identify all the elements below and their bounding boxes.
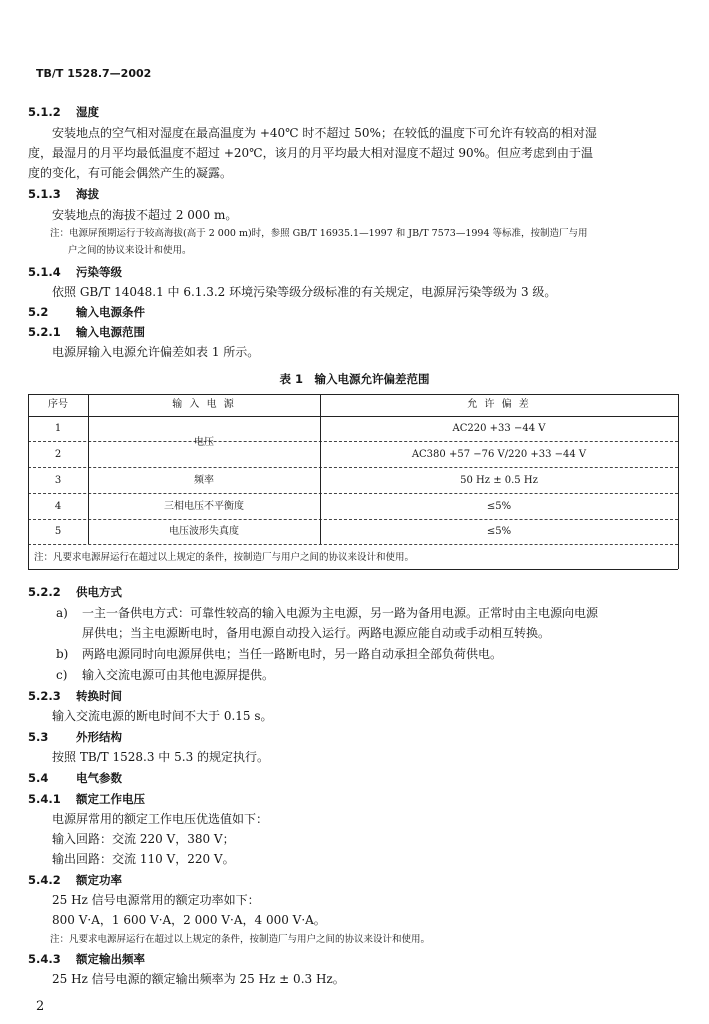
paragraph-line: 800 V·A，1 600 V·A，2 000 V·A，4 000 V·A。 — [52, 913, 326, 927]
table-cell: 1 — [54, 423, 62, 434]
section-number: 5.4.3 — [28, 952, 61, 966]
section-title: 额定工作电压 — [76, 792, 145, 806]
paragraph-line: 输入回路：交流 220 V，380 V； — [52, 832, 235, 846]
list-item-line: 两路电源同时向电源屏供电；当任一路断电时，另一路自动承担全部负荷供电。 — [82, 647, 503, 661]
section-number: 5.1.4 — [28, 265, 61, 279]
list-item-line: 输入交流电源可由其他电源屏提供。 — [82, 668, 275, 682]
list-label: b) — [56, 647, 69, 661]
paragraph-line: 度的变化，有可能会偶然产生的凝露。 — [28, 166, 233, 180]
paragraph-line: 度，最湿月的月平均最低温度不超过 +20℃，该月的月平均最大相对湿度不超过 90%。但应考虑到由于温 — [28, 146, 594, 160]
page-number: 2 — [36, 999, 45, 1014]
table-rule — [678, 394, 679, 569]
section-number: 5.2 — [28, 305, 49, 319]
paragraph-line: 输出回路：交流 110 V，220 V。 — [52, 852, 235, 866]
section-title: 海拔 — [76, 187, 99, 201]
section-title: 电气参数 — [76, 771, 122, 785]
section-title: 输入电源条件 — [76, 305, 145, 319]
paragraph-line: 输入交流电源的断电时间不大于 0.15 s。 — [52, 709, 273, 723]
paragraph-line: 按照 TB/T 1528.3 中 5.3 的规定执行。 — [52, 750, 270, 764]
table-cell: AC220 +33 −44 V — [452, 423, 546, 434]
table-rule — [28, 416, 678, 417]
table-header-cell: 序号 — [48, 399, 68, 410]
table-rule — [28, 467, 678, 468]
paragraph-line: 安装地点的海拔不超过 2 000 m。 — [52, 208, 238, 222]
section-number: 5.2.3 — [28, 689, 61, 703]
section-title: 供电方式 — [76, 585, 122, 599]
section-title: 外形结构 — [76, 730, 122, 744]
table-cell: 4 — [54, 501, 62, 512]
table-note: 注：凡要求电源屏运行在超过以上规定的条件，按制造厂与用户之间的协议来设计和使用。 — [34, 552, 415, 563]
section-number: 5.1.2 — [28, 105, 61, 119]
table-rule — [28, 544, 678, 545]
note-line: 注：电源屏预期运行于较高海拔(高于 2 000 m)时，参照 GB/T 16935.1—1997 和 JB/T 7573—1994 等标准，按制造厂与用 — [50, 228, 588, 239]
list-label: c) — [56, 668, 68, 682]
table-cell: ≤5% — [486, 526, 512, 537]
paragraph-line: 电源屏输入电源允许偏差如表 1 所示。 — [52, 345, 260, 359]
table-header-cell: 输 入 电 源 — [172, 399, 236, 410]
section-number: 5.3 — [28, 730, 49, 744]
section-title: 额定输出频率 — [76, 952, 145, 966]
paragraph-line: 安装地点的空气相对湿度在最高温度为 +40℃ 时不超过 50%；在较低的温度下可允许有较高的相对湿 — [52, 126, 597, 140]
table-cell: 3 — [54, 475, 62, 486]
table-cell: 50 Hz ± 0.5 Hz — [460, 475, 538, 486]
section-title: 输入电源范围 — [76, 325, 145, 339]
table-cell: 三相电压不平衡度 — [164, 501, 244, 512]
list-item-line: 屏供电；当主电源断电时，备用电源自动投入运行。两路电源应能自动或手动相互转换。 — [82, 626, 551, 640]
table-rule — [28, 519, 678, 520]
section-title: 湿度 — [76, 105, 99, 119]
section-number: 5.1.3 — [28, 187, 61, 201]
table-cell: 电压波形失真度 — [169, 526, 239, 537]
table-rule — [88, 394, 89, 544]
section-number: 5.4 — [28, 771, 49, 785]
section-number: 5.2.1 — [28, 325, 61, 339]
paragraph-line: 25 Hz 信号电源常用的额定功率如下： — [52, 893, 260, 907]
table-rule — [320, 394, 321, 544]
paragraph-line: 依照 GB/T 14048.1 中 6.1.3.2 环境污染等级分级标准的有关规定，电源屏污染等级为 3 级。 — [52, 285, 557, 299]
table-rule — [28, 569, 678, 570]
section-number: 5.2.2 — [28, 585, 61, 599]
table-rule — [28, 394, 678, 395]
section-title: 污染等级 — [76, 265, 122, 279]
table-header-cell: 允 许 偏 差 — [467, 399, 531, 410]
table-rule — [28, 493, 678, 494]
table-cell: 5 — [54, 526, 62, 537]
list-label: a) — [56, 606, 68, 620]
table-caption: 表 1 输入电源允许偏差范围 — [279, 372, 430, 386]
list-item-line: 一主一备供电方式：可靠性较高的输入电源为主电源，另一路为备用电源。正常时由主电源向电源 — [82, 606, 599, 620]
table-cell: ≤5% — [486, 501, 512, 512]
note-line: 注：凡要求电源屏运行在超过以上规定的条件，按制造厂与用户之间的协议来设计和使用。 — [50, 934, 431, 945]
paragraph-line: 电源屏常用的额定工作电压优选值如下： — [52, 812, 269, 826]
standard-number: TB/T 1528.7—2002 — [36, 67, 152, 80]
note-line: 户之间的协议来设计和使用。 — [68, 245, 192, 256]
section-number: 5.4.2 — [28, 873, 61, 887]
section-number: 5.4.1 — [28, 792, 61, 806]
paragraph-line: 25 Hz 信号电源的额定输出频率为 25 Hz ± 0.3 Hz。 — [52, 972, 345, 986]
table-cell: 电压 — [194, 437, 214, 448]
section-title: 额定功率 — [76, 873, 122, 887]
table-cell: AC380 +57 −76 V/220 +33 −44 V — [411, 449, 587, 460]
table-cell: 2 — [54, 449, 62, 460]
table-cell: 频率 — [194, 475, 214, 486]
section-title: 转换时间 — [76, 689, 122, 703]
